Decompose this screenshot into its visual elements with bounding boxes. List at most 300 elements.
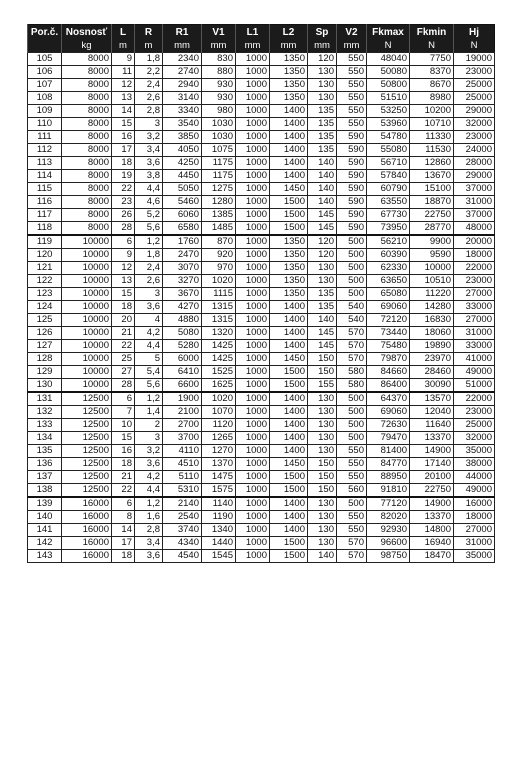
column-header: L2	[270, 25, 308, 40]
table-cell: 8000	[62, 157, 112, 170]
table-cell: 2740	[163, 66, 202, 79]
table-row	[28, 131, 495, 144]
table-cell: 26	[112, 209, 135, 222]
table-row	[28, 432, 495, 445]
table-cell: 500	[337, 432, 367, 445]
table-cell: 930	[202, 92, 236, 105]
table-cell: 112	[28, 144, 62, 157]
table-cell: 140	[308, 170, 337, 183]
table-row	[28, 537, 495, 550]
table-cell: 1900	[163, 392, 202, 406]
table-cell: 51000	[454, 379, 495, 393]
table-cell: 3,6	[135, 550, 163, 563]
table-cell: 1320	[202, 327, 236, 340]
table-cell: 16000	[62, 537, 112, 550]
table-cell: 1400	[270, 445, 308, 458]
table-cell: 65080	[367, 288, 410, 301]
table-cell: 67730	[367, 209, 410, 222]
table-cell: 4880	[163, 314, 202, 327]
table-cell: 14	[112, 105, 135, 118]
table-cell: 12040	[410, 406, 454, 419]
table-cell: 135	[308, 288, 337, 301]
table-cell: 28460	[410, 366, 454, 379]
table-cell: 12500	[62, 419, 112, 432]
table-cell: 3,2	[135, 131, 163, 144]
table-cell: 13570	[410, 392, 454, 406]
table-cell: 49000	[454, 484, 495, 498]
table-cell: 8000	[62, 209, 112, 222]
table-cell: 129	[28, 366, 62, 379]
table-cell: 28	[112, 222, 135, 236]
table-cell: 108	[28, 92, 62, 105]
table-cell: 57840	[367, 170, 410, 183]
table-cell: 69060	[367, 301, 410, 314]
table-cell: 1000	[236, 445, 270, 458]
column-header: R	[135, 25, 163, 40]
table-cell: 73950	[367, 222, 410, 236]
table-cell: 17	[112, 537, 135, 550]
table-row	[28, 222, 495, 236]
table-cell: 63650	[367, 275, 410, 288]
table-cell: 22000	[454, 392, 495, 406]
table-cell: 130	[308, 537, 337, 550]
table-cell: 25000	[454, 419, 495, 432]
table-cell: 1350	[270, 66, 308, 79]
table-cell: 4,6	[135, 196, 163, 209]
table-cell: 38000	[454, 458, 495, 471]
table-cell: 3,8	[135, 170, 163, 183]
table-row	[28, 92, 495, 105]
table-cell: 27000	[454, 314, 495, 327]
table-cell: 2940	[163, 79, 202, 92]
table-cell: 3700	[163, 432, 202, 445]
table-cell: 10000	[62, 301, 112, 314]
table-row	[28, 66, 495, 79]
table-cell: 28770	[410, 222, 454, 236]
table-cell: 21	[112, 471, 135, 484]
table-cell: 64370	[367, 392, 410, 406]
table-cell: 4510	[163, 458, 202, 471]
table-cell: 10000	[62, 262, 112, 275]
table-cell: 5310	[163, 484, 202, 498]
table-cell: 135	[308, 118, 337, 131]
column-header: L1	[236, 25, 270, 40]
column-unit: m	[135, 39, 163, 53]
table-cell: 12500	[62, 432, 112, 445]
table-cell: 3,6	[135, 458, 163, 471]
table-cell: 16940	[410, 537, 454, 550]
table-cell: 1,2	[135, 235, 163, 249]
table-cell: 16000	[62, 550, 112, 563]
table-row	[28, 118, 495, 131]
table-cell: 500	[337, 497, 367, 511]
table-cell: 113	[28, 157, 62, 170]
table-cell: 980	[202, 105, 236, 118]
table-cell: 82020	[367, 511, 410, 524]
table-cell: 17140	[410, 458, 454, 471]
table-cell: 5,6	[135, 222, 163, 236]
table-cell: 130	[308, 92, 337, 105]
table-cell: 1350	[270, 92, 308, 105]
table-cell: 115	[28, 183, 62, 196]
table-cell: 500	[337, 235, 367, 249]
column-units-row	[28, 39, 495, 53]
table-cell: 3670	[163, 288, 202, 301]
table-cell: 31000	[454, 537, 495, 550]
table-cell: 22	[112, 340, 135, 353]
table-cell: 10000	[62, 275, 112, 288]
table-cell: 570	[337, 550, 367, 563]
table-cell: 15	[112, 118, 135, 131]
table-row	[28, 170, 495, 183]
table-cell: 1000	[236, 406, 270, 419]
table-cell: 4450	[163, 170, 202, 183]
table-cell: 8000	[62, 222, 112, 236]
table-cell: 10000	[62, 379, 112, 393]
table-cell: 53960	[367, 118, 410, 131]
table-cell: 5460	[163, 196, 202, 209]
table-row	[28, 262, 495, 275]
table-cell: 1000	[236, 157, 270, 170]
table-cell: 8000	[62, 144, 112, 157]
table-cell: 33000	[454, 340, 495, 353]
table-cell: 1475	[202, 471, 236, 484]
table-cell: 1000	[236, 170, 270, 183]
table-cell: 1400	[270, 301, 308, 314]
table-cell: 8000	[62, 170, 112, 183]
table-cell: 13370	[410, 432, 454, 445]
table-cell: 1000	[236, 249, 270, 262]
table-cell: 117	[28, 209, 62, 222]
table-cell: 130	[308, 66, 337, 79]
table-row	[28, 105, 495, 118]
table-cell: 1500	[270, 379, 308, 393]
table-cell: 15100	[410, 183, 454, 196]
table-cell: 44000	[454, 471, 495, 484]
table-cell: 31000	[454, 327, 495, 340]
table-cell: 1000	[236, 353, 270, 366]
table-cell: 22750	[410, 209, 454, 222]
table-cell: 500	[337, 406, 367, 419]
table-cell: 150	[308, 484, 337, 498]
table-cell: 155	[308, 379, 337, 393]
table-cell: 22	[112, 183, 135, 196]
table-row	[28, 379, 495, 393]
table-cell: 14900	[410, 497, 454, 511]
table-cell: 11	[112, 66, 135, 79]
table-cell: 18470	[410, 550, 454, 563]
table-cell: 2,8	[135, 105, 163, 118]
table-cell: 12500	[62, 445, 112, 458]
table-cell: 109	[28, 105, 62, 118]
table-cell: 51510	[367, 92, 410, 105]
table-cell: 4110	[163, 445, 202, 458]
table-cell: 1450	[270, 458, 308, 471]
table-cell: 9	[112, 53, 135, 66]
table-cell: 1270	[202, 445, 236, 458]
table-row	[28, 301, 495, 314]
table-cell: 1000	[236, 471, 270, 484]
table-cell: 23000	[454, 275, 495, 288]
table-cell: 1000	[236, 419, 270, 432]
table-cell: 106	[28, 66, 62, 79]
table-cell: 19890	[410, 340, 454, 353]
table-cell: 4,2	[135, 471, 163, 484]
table-cell: 1000	[236, 550, 270, 563]
table-cell: 25	[112, 353, 135, 366]
table-cell: 140	[308, 196, 337, 209]
table-cell: 96600	[367, 537, 410, 550]
table-cell: 16	[112, 131, 135, 144]
table-cell: 590	[337, 157, 367, 170]
table-cell: 1000	[236, 196, 270, 209]
table-cell: 5080	[163, 327, 202, 340]
table-cell: 134	[28, 432, 62, 445]
column-header: Fkmin	[410, 25, 454, 40]
table-cell: 11530	[410, 144, 454, 157]
table-cell: 1190	[202, 511, 236, 524]
table-cell: 130	[308, 445, 337, 458]
table-cell: 141	[28, 524, 62, 537]
table-cell: 1175	[202, 170, 236, 183]
table-cell: 130	[308, 511, 337, 524]
table-cell: 32000	[454, 432, 495, 445]
table-cell: 1000	[236, 288, 270, 301]
table-cell: 6000	[163, 353, 202, 366]
table-cell: 130	[308, 419, 337, 432]
table-cell: 5,2	[135, 209, 163, 222]
table-cell: 3070	[163, 262, 202, 275]
table-cell: 1350	[270, 288, 308, 301]
column-header: Sp	[308, 25, 337, 40]
table-row	[28, 445, 495, 458]
table-cell: 1340	[202, 524, 236, 537]
table-row	[28, 484, 495, 498]
column-unit: mm	[270, 39, 308, 53]
table-cell: 1000	[236, 92, 270, 105]
table-cell: 1000	[236, 340, 270, 353]
table-cell: 114	[28, 170, 62, 183]
table-cell: 1400	[270, 118, 308, 131]
table-cell: 10000	[62, 288, 112, 301]
table-cell: 1500	[270, 471, 308, 484]
table-cell: 16830	[410, 314, 454, 327]
table-cell: 20000	[454, 235, 495, 249]
table-cell: 140	[308, 157, 337, 170]
table-cell: 130	[308, 79, 337, 92]
table-cell: 1020	[202, 275, 236, 288]
table-cell: 23000	[454, 66, 495, 79]
table-cell: 24000	[454, 144, 495, 157]
table-cell: 130	[308, 392, 337, 406]
table-cell: 8000	[62, 66, 112, 79]
table-cell: 23000	[454, 131, 495, 144]
table-cell: 1070	[202, 406, 236, 419]
table-cell: 2340	[163, 53, 202, 66]
table-cell: 1545	[202, 550, 236, 563]
table-cell: 7	[112, 406, 135, 419]
table-cell: 1175	[202, 157, 236, 170]
table-cell: 22000	[454, 262, 495, 275]
table-cell: 132	[28, 406, 62, 419]
table-cell: 6	[112, 497, 135, 511]
table-cell: 590	[337, 144, 367, 157]
table-cell: 580	[337, 379, 367, 393]
table-cell: 9590	[410, 249, 454, 262]
table-cell: 590	[337, 131, 367, 144]
table-cell: 1385	[202, 209, 236, 222]
table-cell: 10000	[62, 249, 112, 262]
table-row	[28, 392, 495, 406]
table-cell: 8	[112, 511, 135, 524]
table-cell: 1000	[236, 432, 270, 445]
table-cell: 3,6	[135, 301, 163, 314]
table-cell: 500	[337, 249, 367, 262]
table-row	[28, 353, 495, 366]
table-cell: 18060	[410, 327, 454, 340]
table-cell: 8370	[410, 66, 454, 79]
table-cell: 1000	[236, 118, 270, 131]
table-cell: 3,2	[135, 445, 163, 458]
table-cell: 31000	[454, 196, 495, 209]
table-cell: 1400	[270, 327, 308, 340]
table-cell: 77120	[367, 497, 410, 511]
table-cell: 135	[308, 131, 337, 144]
table-cell: 135	[308, 144, 337, 157]
table-cell: 60790	[367, 183, 410, 196]
table-cell: 570	[337, 537, 367, 550]
column-unit: kg	[62, 39, 112, 53]
table-cell: 13670	[410, 170, 454, 183]
table-cell: 570	[337, 353, 367, 366]
table-cell: 540	[337, 314, 367, 327]
table-cell: 111	[28, 131, 62, 144]
table-cell: 107	[28, 79, 62, 92]
table-cell: 6060	[163, 209, 202, 222]
table-cell: 2,4	[135, 262, 163, 275]
table-cell: 1350	[270, 262, 308, 275]
table-cell: 1000	[236, 484, 270, 498]
column-unit: N	[367, 39, 410, 53]
table-cell: 10000	[62, 327, 112, 340]
table-cell: 3540	[163, 118, 202, 131]
table-cell: 1140	[202, 497, 236, 511]
table-cell: 23000	[454, 406, 495, 419]
table-cell: 1000	[236, 327, 270, 340]
table-cell: 5050	[163, 183, 202, 196]
table-cell: 18000	[454, 249, 495, 262]
table-cell: 125	[28, 314, 62, 327]
table-cell: 18	[112, 550, 135, 563]
table-cell: 14900	[410, 445, 454, 458]
table-cell: 53250	[367, 105, 410, 118]
table-cell: 1000	[236, 79, 270, 92]
table-cell: 11330	[410, 131, 454, 144]
table-cell: 3850	[163, 131, 202, 144]
table-cell: 15	[112, 288, 135, 301]
table-cell: 500	[337, 392, 367, 406]
table-cell: 1000	[236, 222, 270, 236]
table-cell: 2,8	[135, 524, 163, 537]
table-cell: 72630	[367, 419, 410, 432]
table-cell: 91810	[367, 484, 410, 498]
table-cell: 145	[308, 209, 337, 222]
table-cell: 1,6	[135, 511, 163, 524]
table-row	[28, 196, 495, 209]
table-cell: 8980	[410, 92, 454, 105]
table-cell: 150	[308, 471, 337, 484]
column-unit	[28, 39, 62, 53]
table-row	[28, 406, 495, 419]
table-cell: 1000	[236, 392, 270, 406]
table-row	[28, 183, 495, 196]
table-cell: 1315	[202, 314, 236, 327]
table-cell: 1000	[236, 497, 270, 511]
column-header: R1	[163, 25, 202, 40]
table-cell: 1370	[202, 458, 236, 471]
table-cell: 140	[28, 511, 62, 524]
table-cell: 5110	[163, 471, 202, 484]
column-header: Hj	[454, 25, 495, 40]
table-cell: 150	[308, 458, 337, 471]
table-cell: 12500	[62, 471, 112, 484]
table-cell: 1000	[236, 314, 270, 327]
table-cell: 130	[308, 275, 337, 288]
table-cell: 6580	[163, 222, 202, 236]
table-cell: 1,4	[135, 406, 163, 419]
table-cell: 19000	[454, 53, 495, 66]
table-cell: 1400	[270, 524, 308, 537]
table-cell: 10000	[410, 262, 454, 275]
table-cell: 15	[112, 432, 135, 445]
table-cell: 1,2	[135, 497, 163, 511]
table-cell: 130	[308, 406, 337, 419]
table-cell: 73440	[367, 327, 410, 340]
table-cell: 1030	[202, 118, 236, 131]
column-header: V2	[337, 25, 367, 40]
table-cell: 1000	[236, 235, 270, 249]
table-cell: 1440	[202, 537, 236, 550]
table-row	[28, 366, 495, 379]
table-cell: 124	[28, 301, 62, 314]
table-cell: 550	[337, 79, 367, 92]
table-row	[28, 497, 495, 511]
table-cell: 500	[337, 419, 367, 432]
table-row	[28, 511, 495, 524]
table-cell: 8000	[62, 92, 112, 105]
table-cell: 8000	[62, 53, 112, 66]
table-cell: 550	[337, 66, 367, 79]
table-cell: 880	[202, 66, 236, 79]
table-cell: 500	[337, 275, 367, 288]
table-cell: 56210	[367, 235, 410, 249]
table-cell: 92930	[367, 524, 410, 537]
column-header: L	[112, 25, 135, 40]
column-names-row	[28, 25, 495, 40]
table-cell: 930	[202, 79, 236, 92]
table-row	[28, 144, 495, 157]
table-cell: 72120	[367, 314, 410, 327]
table-cell: 1500	[270, 366, 308, 379]
table-cell: 11640	[410, 419, 454, 432]
table-cell: 13	[112, 92, 135, 105]
table-cell: 4250	[163, 157, 202, 170]
table-cell: 130	[28, 379, 62, 393]
table-cell: 570	[337, 327, 367, 340]
column-unit: N	[410, 39, 454, 53]
table-cell: 1315	[202, 301, 236, 314]
table-cell: 8670	[410, 79, 454, 92]
